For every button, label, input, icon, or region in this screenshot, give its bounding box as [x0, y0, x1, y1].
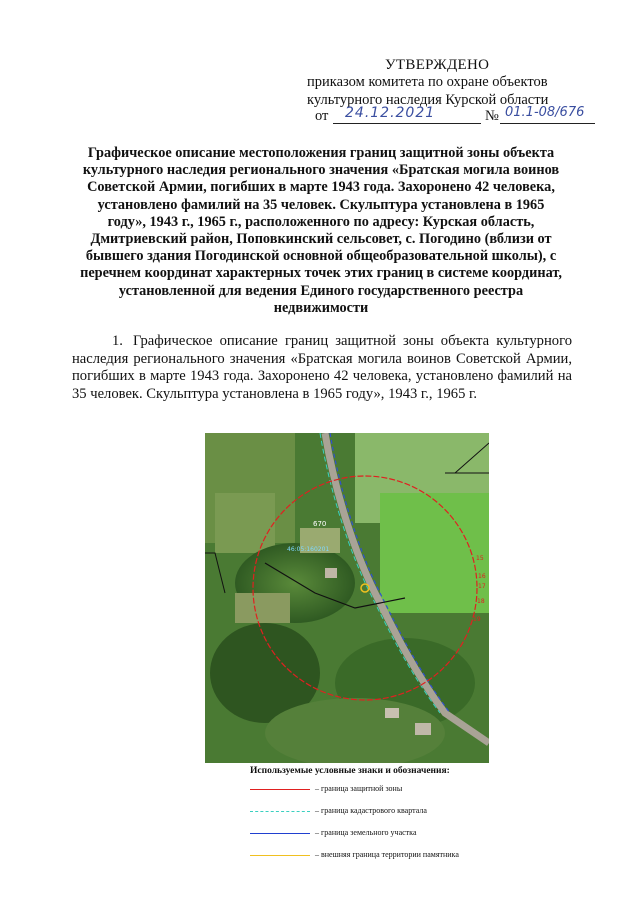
yellow-line-swatch: [250, 855, 310, 856]
number-handwritten: 01.1-08/676: [505, 105, 585, 120]
section-number: 1.: [112, 333, 123, 349]
map-image: [205, 433, 489, 763]
legend-item-protection-zone: [200, 784, 500, 796]
legend-label: – граница защитной зоны: [315, 784, 403, 793]
legend-item-land-parcel: [200, 828, 500, 840]
cadastral-number: 46:05:160201: [287, 546, 330, 553]
approval-title: УТВЕРЖДЕНО: [385, 57, 490, 73]
legend-item-monument-boundary: [200, 850, 500, 862]
date-handwritten: 24.12.2021: [345, 105, 436, 121]
legend-label: – граница земельного участка: [315, 828, 417, 837]
section-text: Графическое описание границ защитной зоны объекта культурного наследия регионального значения «Братская могила воинов Советской Армии, погибших в марте 1943 года. Захоронено 42 человека, установлено фамилий на 35 человек. Скульптура установлена в 1965 году», 1943 г., 1965 г.: [72, 333, 572, 402]
document-heading: Графическое описание местоположения границ защитной зоны объекта культурного наследия регионального значения «Братская могила воинов Советской Армии, погибших в марте 1943 года. Захоронено 42 человека, установлено фамилий на 35 человек. Скульптура установлена в 1965 году», 1943 г., 1965 г., расположенного по адресу: Курская область, Дмитриевский район, Поповкинский сельсовет, с. Погодино (вблизи от бывшего здания Погодинской основной общеобразовательной школы), с перечнем координат характерных точек этих границ в системе координат, установленной для ведения Единого государственного реестра недвижимости: [80, 145, 562, 316]
approval-order-line2: культурного наследия Курской области: [307, 92, 549, 108]
red-line-swatch: [250, 789, 310, 790]
legend-item-cadastral-quarter: [200, 806, 500, 818]
approval-date-row: [315, 105, 605, 128]
cyan-dashed-swatch: [250, 811, 310, 812]
point-label: 17: [478, 583, 486, 590]
point-label: 15: [476, 555, 484, 562]
legend-label: – граница кадастрового квартала: [315, 806, 427, 815]
point-label: 19: [473, 616, 481, 623]
blue-line-swatch: [250, 833, 310, 834]
section-paragraph: [72, 333, 572, 403]
satellite-map: [205, 433, 489, 763]
point-label: 16: [478, 573, 486, 580]
date-label: от: [315, 108, 329, 124]
point-label: 18: [477, 598, 485, 605]
legend-title: Используемые условные знаки и обозначения:: [250, 766, 450, 776]
number-underline: [500, 123, 595, 124]
legend-label: – внешняя граница территории памятника: [315, 850, 459, 859]
parcel-number: 670: [313, 520, 327, 528]
number-label: №: [485, 108, 499, 124]
date-underline: [333, 123, 481, 124]
approval-order-line1: приказом комитета по охране объектов: [307, 74, 548, 90]
